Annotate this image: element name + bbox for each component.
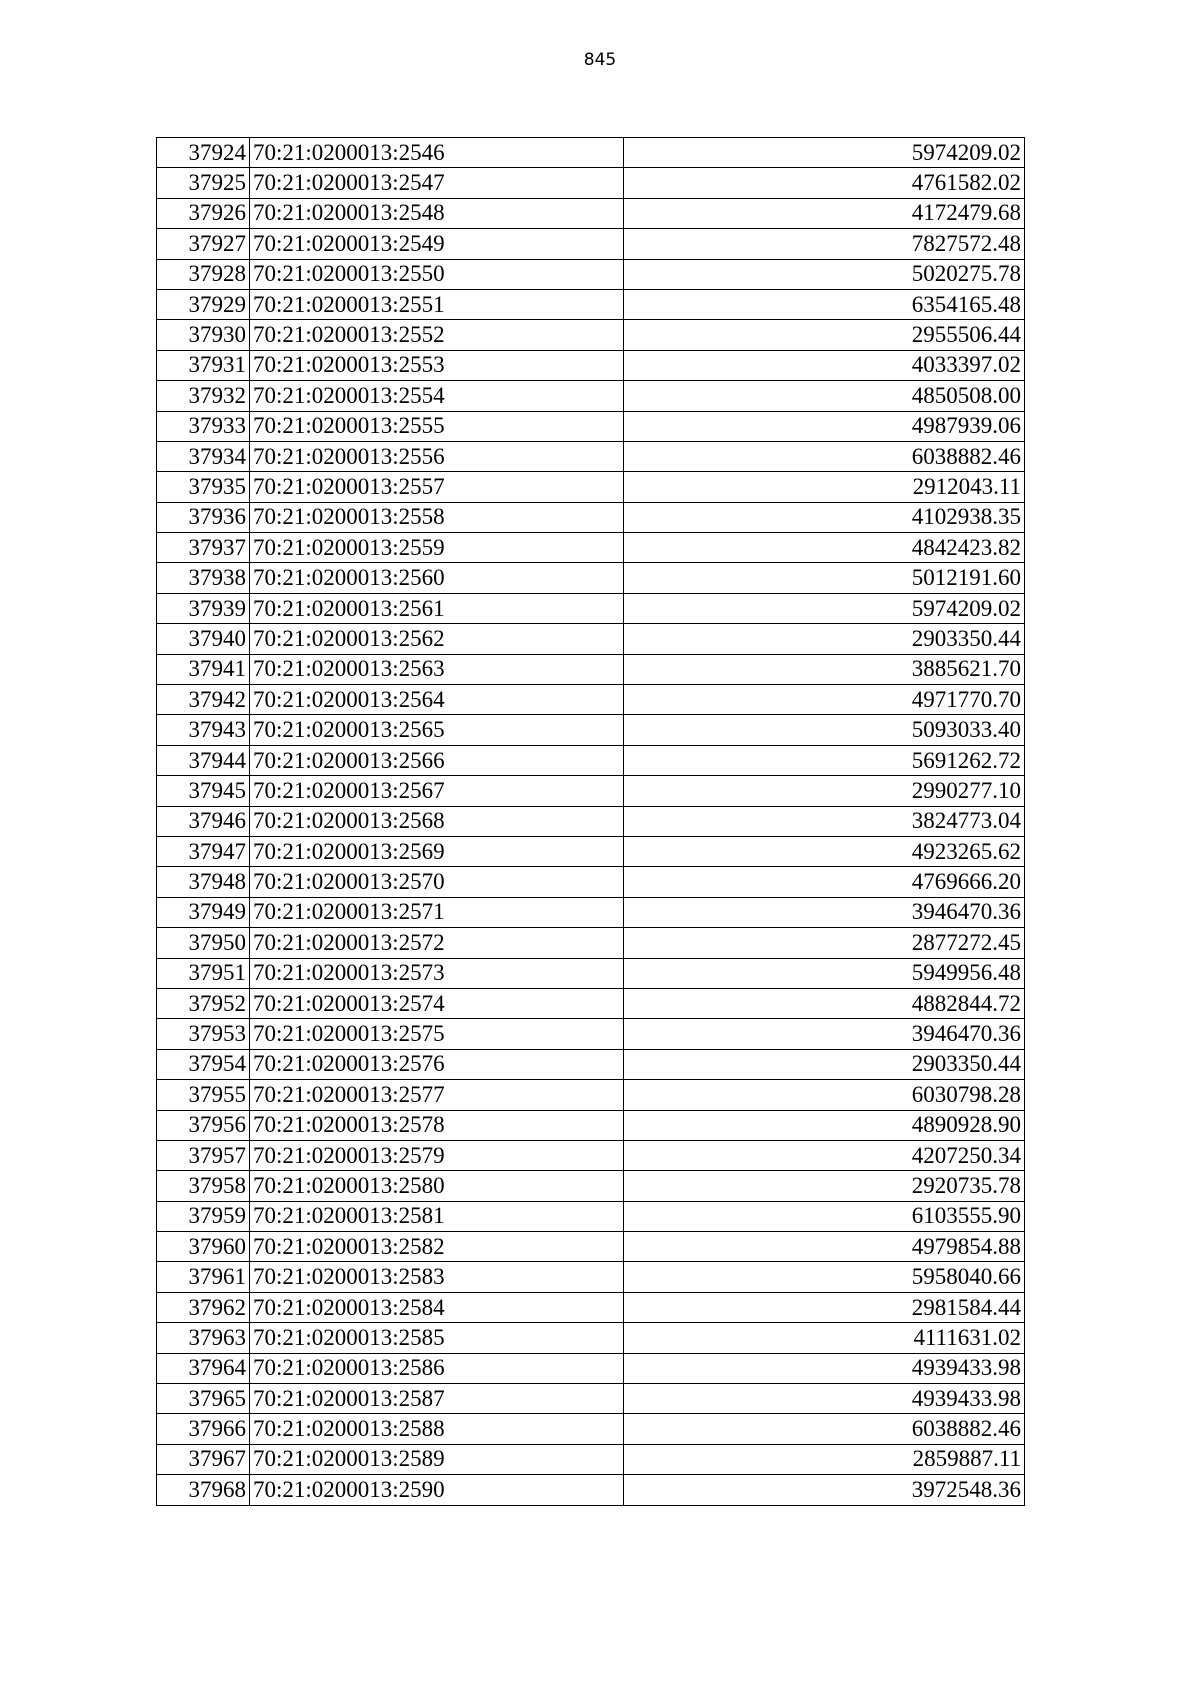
row-number: 37963 (157, 1323, 250, 1353)
row-number: 37944 (157, 745, 250, 775)
cadastral-number: 70:21:0200013:2560 (250, 563, 624, 593)
cadastral-value: 4987939.06 (624, 411, 1025, 441)
row-number: 37958 (157, 1171, 250, 1201)
table-row (157, 350, 1025, 380)
row-number: 37926 (157, 198, 250, 228)
row-number: 37952 (157, 988, 250, 1018)
table-row (157, 1353, 1025, 1383)
cadastral-value: 4102938.35 (624, 502, 1025, 532)
row-number: 37945 (157, 776, 250, 806)
row-number: 37956 (157, 1110, 250, 1140)
cadastral-value: 6038882.46 (624, 441, 1025, 471)
row-number: 37962 (157, 1292, 250, 1322)
table-row (157, 533, 1025, 563)
cadastral-number: 70:21:0200013:2548 (250, 198, 624, 228)
row-number: 37949 (157, 897, 250, 927)
table-row (157, 259, 1025, 289)
cadastral-value: 3972548.36 (624, 1475, 1025, 1505)
cadastral-value: 4761582.02 (624, 168, 1025, 198)
cadastral-number: 70:21:0200013:2590 (250, 1475, 624, 1505)
cadastral-value: 4882844.72 (624, 988, 1025, 1018)
table-row (157, 836, 1025, 866)
table-row (157, 988, 1025, 1018)
table-row (157, 745, 1025, 775)
cadastral-number: 70:21:0200013:2552 (250, 320, 624, 350)
row-number: 37965 (157, 1384, 250, 1414)
cadastral-number: 70:21:0200013:2578 (250, 1110, 624, 1140)
cadastral-value: 2903350.44 (624, 1049, 1025, 1079)
cadastral-value: 2981584.44 (624, 1292, 1025, 1322)
table-row (157, 411, 1025, 441)
cadastral-value: 5958040.66 (624, 1262, 1025, 1292)
cadastral-number: 70:21:0200013:2586 (250, 1353, 624, 1383)
table-row (157, 1080, 1025, 1110)
table-row (157, 776, 1025, 806)
cadastral-number: 70:21:0200013:2562 (250, 624, 624, 654)
cadastral-number: 70:21:0200013:2549 (250, 229, 624, 259)
cadastral-value: 6354165.48 (624, 289, 1025, 319)
row-number: 37935 (157, 472, 250, 502)
cadastral-number: 70:21:0200013:2553 (250, 350, 624, 380)
cadastral-value: 2859887.11 (624, 1444, 1025, 1474)
cadastral-number: 70:21:0200013:2587 (250, 1384, 624, 1414)
row-number: 37930 (157, 320, 250, 350)
row-number: 37925 (157, 168, 250, 198)
row-number: 37924 (157, 138, 250, 168)
row-number: 37942 (157, 685, 250, 715)
cadastral-value: 3946470.36 (624, 1019, 1025, 1049)
row-number: 37959 (157, 1201, 250, 1231)
row-number: 37929 (157, 289, 250, 319)
cadastral-value: 4971770.70 (624, 685, 1025, 715)
cadastral-value: 5949956.48 (624, 958, 1025, 988)
cadastral-number: 70:21:0200013:2571 (250, 897, 624, 927)
row-number: 37957 (157, 1140, 250, 1170)
cadastral-number: 70:21:0200013:2557 (250, 472, 624, 502)
cadastral-number: 70:21:0200013:2589 (250, 1444, 624, 1474)
row-number: 37946 (157, 806, 250, 836)
cadastral-value: 4769666.20 (624, 867, 1025, 897)
table-row (157, 229, 1025, 259)
table-body (157, 138, 1025, 1506)
cadastral-number: 70:21:0200013:2569 (250, 836, 624, 866)
row-number: 37932 (157, 381, 250, 411)
cadastral-number: 70:21:0200013:2576 (250, 1049, 624, 1079)
table-row (157, 897, 1025, 927)
cadastral-number: 70:21:0200013:2568 (250, 806, 624, 836)
page-number: 845 (583, 50, 617, 70)
cadastral-value: 5691262.72 (624, 745, 1025, 775)
cadastral-value: 5974209.02 (624, 593, 1025, 623)
cadastral-value: 3946470.36 (624, 897, 1025, 927)
row-number: 37961 (157, 1262, 250, 1292)
row-number: 37943 (157, 715, 250, 745)
cadastral-value: 4850508.00 (624, 381, 1025, 411)
cadastral-number: 70:21:0200013:2564 (250, 685, 624, 715)
row-number: 37931 (157, 350, 250, 380)
cadastral-number: 70:21:0200013:2580 (250, 1171, 624, 1201)
table-row (157, 1444, 1025, 1474)
row-number: 37941 (157, 654, 250, 684)
table-row (157, 1049, 1025, 1079)
table-row (157, 654, 1025, 684)
table-row (157, 1232, 1025, 1262)
table-row (157, 1292, 1025, 1322)
table-row (157, 320, 1025, 350)
cadastral-value: 3885621.70 (624, 654, 1025, 684)
cadastral-number: 70:21:0200013:2575 (250, 1019, 624, 1049)
cadastral-number: 70:21:0200013:2559 (250, 533, 624, 563)
cadastral-value: 4842423.82 (624, 533, 1025, 563)
row-number: 37955 (157, 1080, 250, 1110)
cadastral-number: 70:21:0200013:2561 (250, 593, 624, 623)
table-row (157, 563, 1025, 593)
cadastral-number: 70:21:0200013:2546 (250, 138, 624, 168)
cadastral-value: 4111631.02 (624, 1323, 1025, 1353)
table-row (157, 1323, 1025, 1353)
row-number: 37934 (157, 441, 250, 471)
cadastral-value: 6103555.90 (624, 1201, 1025, 1231)
cadastral-number: 70:21:0200013:2565 (250, 715, 624, 745)
cadastral-number: 70:21:0200013:2551 (250, 289, 624, 319)
table-row (157, 138, 1025, 168)
cadastral-number: 70:21:0200013:2555 (250, 411, 624, 441)
table-row (157, 958, 1025, 988)
row-number: 37936 (157, 502, 250, 532)
cadastral-number: 70:21:0200013:2577 (250, 1080, 624, 1110)
table-row (157, 928, 1025, 958)
cadastral-number: 70:21:0200013:2550 (250, 259, 624, 289)
cadastral-value: 5093033.40 (624, 715, 1025, 745)
table-row (157, 685, 1025, 715)
cadastral-value: 2912043.11 (624, 472, 1025, 502)
row-number: 37950 (157, 928, 250, 958)
table-row (157, 381, 1025, 411)
cadastral-number: 70:21:0200013:2556 (250, 441, 624, 471)
cadastral-number: 70:21:0200013:2558 (250, 502, 624, 532)
table-row (157, 198, 1025, 228)
row-number: 37964 (157, 1353, 250, 1383)
cadastral-number: 70:21:0200013:2563 (250, 654, 624, 684)
cadastral-value: 2990277.10 (624, 776, 1025, 806)
cadastral-number: 70:21:0200013:2567 (250, 776, 624, 806)
table-row (157, 1140, 1025, 1170)
row-number: 37954 (157, 1049, 250, 1079)
row-number: 37947 (157, 836, 250, 866)
table-row (157, 1262, 1025, 1292)
row-number: 37951 (157, 958, 250, 988)
table-row (157, 1201, 1025, 1231)
cadastral-value: 4979854.88 (624, 1232, 1025, 1262)
row-number: 37933 (157, 411, 250, 441)
row-number: 37927 (157, 229, 250, 259)
table-row (157, 502, 1025, 532)
table-row (157, 441, 1025, 471)
table-row (157, 168, 1025, 198)
table-row (157, 1384, 1025, 1414)
table-row (157, 289, 1025, 319)
cadastral-number: 70:21:0200013:2554 (250, 381, 624, 411)
cadastral-number: 70:21:0200013:2566 (250, 745, 624, 775)
cadastral-number: 70:21:0200013:2581 (250, 1201, 624, 1231)
row-number: 37968 (157, 1475, 250, 1505)
table-row (157, 624, 1025, 654)
cadastral-value: 5012191.60 (624, 563, 1025, 593)
cadastral-value: 2920735.78 (624, 1171, 1025, 1201)
cadastral-number: 70:21:0200013:2570 (250, 867, 624, 897)
row-number: 37960 (157, 1232, 250, 1262)
cadastral-number: 70:21:0200013:2547 (250, 168, 624, 198)
cadastral-number: 70:21:0200013:2583 (250, 1262, 624, 1292)
cadastral-value: 2877272.45 (624, 928, 1025, 958)
cadastral-value: 2903350.44 (624, 624, 1025, 654)
row-number: 37966 (157, 1414, 250, 1444)
cadastral-number: 70:21:0200013:2584 (250, 1292, 624, 1322)
table-row (157, 1414, 1025, 1444)
row-number: 37939 (157, 593, 250, 623)
cadastral-value: 5020275.78 (624, 259, 1025, 289)
table-row (157, 1171, 1025, 1201)
cadastral-value: 6030798.28 (624, 1080, 1025, 1110)
row-number: 37938 (157, 563, 250, 593)
cadastral-number: 70:21:0200013:2585 (250, 1323, 624, 1353)
cadastral-number: 70:21:0200013:2573 (250, 958, 624, 988)
cadastral-value: 4890928.90 (624, 1110, 1025, 1140)
cadastral-value: 4033397.02 (624, 350, 1025, 380)
row-number: 37928 (157, 259, 250, 289)
cadastral-value: 4939433.98 (624, 1353, 1025, 1383)
row-number: 37948 (157, 867, 250, 897)
table-row (157, 715, 1025, 745)
cadastral-number: 70:21:0200013:2582 (250, 1232, 624, 1262)
row-number: 37967 (157, 1444, 250, 1474)
cadastral-number: 70:21:0200013:2588 (250, 1414, 624, 1444)
cadastral-value: 6038882.46 (624, 1414, 1025, 1444)
table-row (157, 867, 1025, 897)
cadastral-value: 3824773.04 (624, 806, 1025, 836)
cadastral-number: 70:21:0200013:2574 (250, 988, 624, 1018)
cadastral-number: 70:21:0200013:2572 (250, 928, 624, 958)
cadastral-value: 4923265.62 (624, 836, 1025, 866)
table-row (157, 472, 1025, 502)
table-row (157, 806, 1025, 836)
table-row (157, 593, 1025, 623)
cadastral-value: 2955506.44 (624, 320, 1025, 350)
cadastral-value: 7827572.48 (624, 229, 1025, 259)
table-row (157, 1019, 1025, 1049)
cadastral-number: 70:21:0200013:2579 (250, 1140, 624, 1170)
row-number: 37940 (157, 624, 250, 654)
cadastral-value: 5974209.02 (624, 138, 1025, 168)
row-number: 37937 (157, 533, 250, 563)
table-row (157, 1475, 1025, 1505)
table-row (157, 1110, 1025, 1140)
cadastral-value-table (156, 137, 1025, 1506)
cadastral-value: 4939433.98 (624, 1384, 1025, 1414)
cadastral-value: 4172479.68 (624, 198, 1025, 228)
cadastral-value: 4207250.34 (624, 1140, 1025, 1170)
row-number: 37953 (157, 1019, 250, 1049)
